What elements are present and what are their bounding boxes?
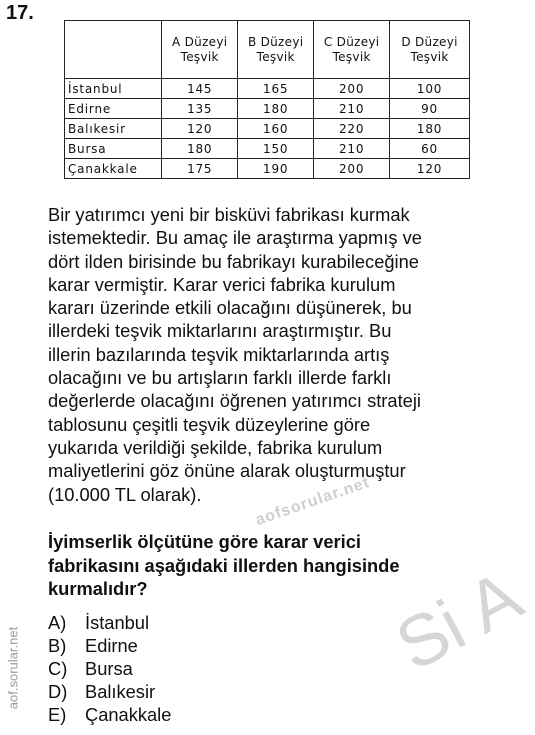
- paragraph-line: kararı üzerinde etkili olacağını düşünerek, bu: [48, 297, 412, 319]
- question-line: İyimserlik ölçütüne göre karar verici: [48, 531, 361, 552]
- watermark-side-text: aof.sorular.net: [5, 626, 21, 709]
- table-header-b: [238, 21, 314, 79]
- value-cell: 90: [390, 99, 470, 119]
- problem-paragraph: [48, 203, 468, 506]
- paragraph-line: karar vermiştir. Karar verici fabrika kurulum: [48, 273, 396, 295]
- paragraph-line: illerin bazılarında teşvik miktarlarında artış: [48, 343, 390, 365]
- value-cell: 180: [162, 139, 238, 159]
- table-header-c: [314, 21, 390, 79]
- option-letter: B): [48, 635, 67, 656]
- option-letter: C): [48, 658, 68, 679]
- question-line: kurmalıdır?: [48, 578, 148, 599]
- city-cell: Bursa: [65, 139, 162, 159]
- value-cell: 120: [390, 159, 470, 179]
- option-text: Balıkesir: [85, 681, 156, 702]
- table-header-d: [390, 21, 470, 79]
- header-line: D Düzeyi: [401, 34, 458, 49]
- watermark-side: [0, 600, 26, 735]
- table-row: [65, 159, 470, 179]
- value-cell: 160: [238, 119, 314, 139]
- header-line: Teşvik: [410, 49, 449, 64]
- question-number: 17.: [6, 2, 34, 24]
- value-cell: 190: [238, 159, 314, 179]
- city-cell: Edirne: [65, 99, 162, 119]
- option-letter: E): [48, 704, 67, 725]
- option-letter: D): [48, 681, 68, 702]
- paragraph-line: yukarıda verildiği şekilde, fabrika kurulum: [48, 436, 383, 458]
- city-cell: İstanbul: [65, 79, 162, 99]
- value-cell: 165: [238, 79, 314, 99]
- table-row: [65, 99, 470, 119]
- option-text: Çanakkale: [85, 704, 172, 725]
- paragraph-line: illerdeki teşvik miktarlarını araştırmıştır. Bu: [48, 320, 392, 342]
- question-text: [48, 530, 468, 601]
- option-text: Bursa: [85, 658, 133, 679]
- value-cell: 180: [238, 99, 314, 119]
- value-cell: 100: [390, 79, 470, 99]
- option-letter: A): [48, 612, 67, 633]
- paragraph-line: değerlerde olacağını öğrenen yatırımcı strateji: [48, 390, 421, 412]
- paragraph-line: olacağını ve bu artışların farklı illerde farklı: [48, 367, 392, 389]
- paragraph-line: dört ilden birisinde bu fabrikayı kurabileceğine: [48, 250, 419, 272]
- header-line: Teşvik: [180, 49, 219, 64]
- header-line: Teşvik: [256, 49, 295, 64]
- value-cell: 210: [314, 139, 390, 159]
- incentive-table: [64, 20, 470, 179]
- table-row: [65, 119, 470, 139]
- table-header-corner: [65, 21, 162, 79]
- value-cell: 210: [314, 99, 390, 119]
- value-cell: 200: [314, 159, 390, 179]
- table-header-a: [162, 21, 238, 79]
- value-cell: 120: [162, 119, 238, 139]
- paragraph-line: maliyetlerini göz önüne alarak oluşturmuştur: [48, 460, 406, 482]
- watermark-corner: Si A: [383, 555, 535, 687]
- paragraph-line: Bir yatırımcı yeni bir bisküvi fabrikası kurmak: [48, 204, 410, 225]
- value-cell: 220: [314, 119, 390, 139]
- value-cell: 150: [238, 139, 314, 159]
- header-line: C Düzeyi: [323, 34, 380, 49]
- paragraph-line: tablosunu çeşitli teşvik düzeylerine göre: [48, 413, 371, 435]
- paragraph-line: (10.000 TL olarak).: [48, 483, 202, 505]
- option-text: Edirne: [85, 635, 138, 656]
- value-cell: 135: [162, 99, 238, 119]
- table-header-row: [65, 21, 470, 79]
- paragraph-line: istemektedir. Bu amaç ile araştırma yapmış ve: [48, 227, 422, 249]
- value-cell: 180: [390, 119, 470, 139]
- value-cell: 200: [314, 79, 390, 99]
- value-cell: 60: [390, 139, 470, 159]
- table-row: [65, 139, 470, 159]
- watermark-center: aofsorular.net: [253, 473, 373, 530]
- question-line: fabrikasını aşağıdaki illerden hangisinde: [48, 554, 400, 576]
- city-cell: Balıkesir: [65, 119, 162, 139]
- header-line: B Düzeyi: [247, 34, 304, 49]
- value-cell: 175: [162, 159, 238, 179]
- option-text: İstanbul: [85, 612, 150, 633]
- table-row: [65, 79, 470, 99]
- header-line: A Düzeyi: [172, 34, 228, 49]
- city-cell: Çanakkale: [65, 159, 162, 179]
- header-line: Teşvik: [332, 49, 371, 64]
- value-cell: 145: [162, 79, 238, 99]
